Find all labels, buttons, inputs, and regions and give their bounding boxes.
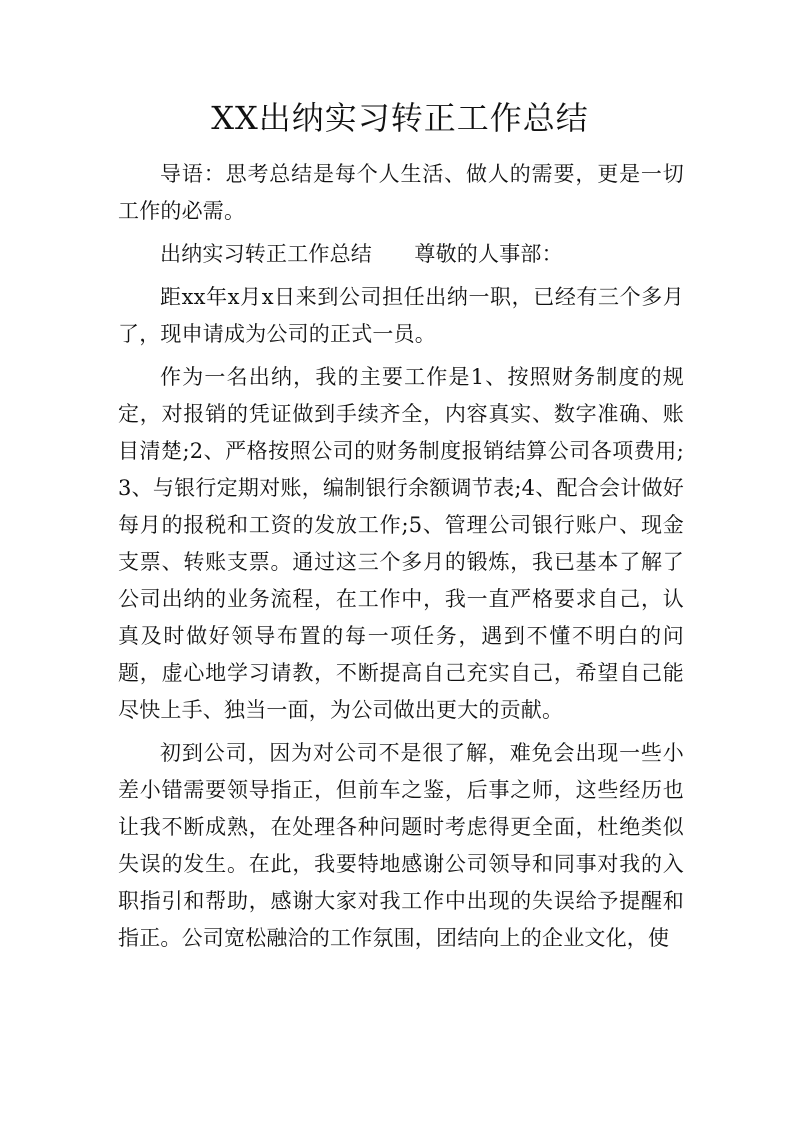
paragraph-salutation: 出纳实习转正工作总结 尊敬的人事部： [160,242,563,266]
paragraph-duties: 作为一名出纳，我的主要工作是1、按照财务制度的规定，对报销的凭证做到手续齐全，内容真实、数字准确、账目清楚;2、严格按照公司的财务制度报销结算公司各项费用;3、与银行定期对账，编制银行余额调节表;4、配合会计做好每月的报税和工资的发放工作;5、管理公司银行账户、现金支票、转账支票。通过这三个多月的锻炼，我已基本了解了公司出纳的业务流程，在工作中，我一直严格要求自己，认真及时做好领导布置的每一项任务，遇到不懂不明白的问题，虚心地学习请教，不断提高自己充实自己，希望自己能尽快上手、独当一面，为公司做出更大的贡献。 [118,365,684,722]
paragraph-intro: 导语：思考总结是每个人生活、做人的需要，更是一切工作的必需。 [118,162,684,223]
paragraph-thanks: 初到公司，因为对公司不是很了解，难免会出现一些小差小错需要领导指正，但前车之鉴，后事之师，这些经历也让我不断成熟，在处理各种问题时考虑得更全面，杜绝类似失误的发生。在此，我要特地感谢公司领导和同事对我的入职指引和帮助，感谢大家对我工作中出现的失误给予提醒和指正。公司宽松融洽的工作氛围，团结向上的企业文化，使 [118,741,684,950]
document-body [118,156,684,957]
document-title: XX出纳实习转正工作总结 [211,99,589,137]
paragraph-start-date: 距xx年x月x日来到公司担任出纳一职，已经有三个多月了，现申请成为公司的正式一员。 [118,285,684,346]
